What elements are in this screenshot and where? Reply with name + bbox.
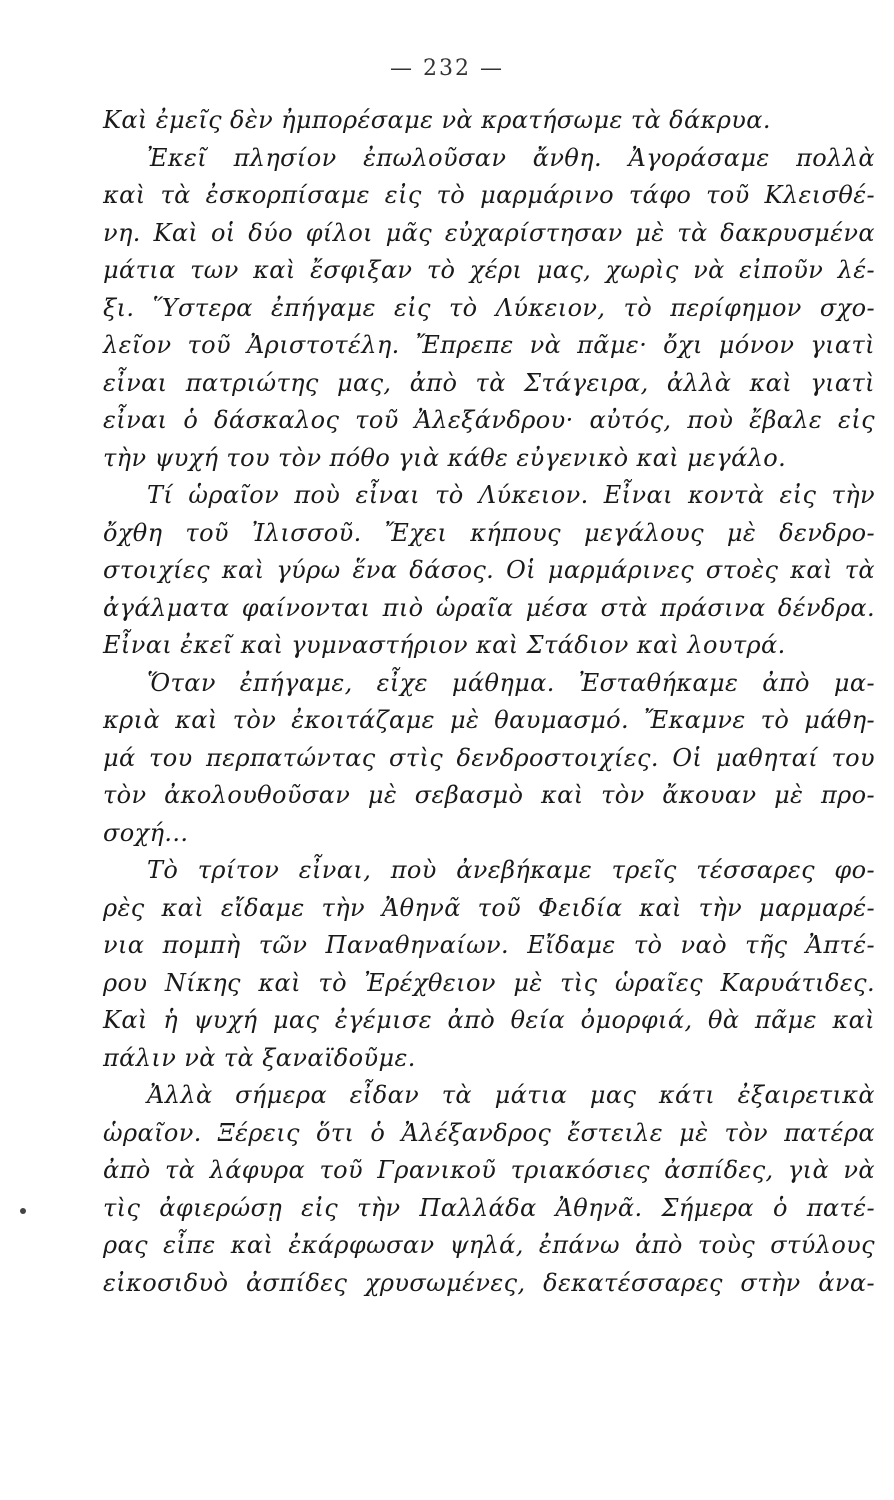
body-text: [103, 102, 875, 1302]
margin-mark: [20, 1208, 26, 1214]
text-line: πάλιν νὰ τὰ ξαναϊδοῦμε.: [103, 1043, 416, 1072]
text-line: Ὅταν ἐπήγαμε, εἶχε μάθημα. Ἐσταθήκαμε ἀπὸ μα-: [147, 668, 875, 697]
text-line: Καὶ ἡ ψυχή μας ἐγέμισε ἀπὸ θεία ὀμορφιά, θὰ πᾶμε καὶ: [103, 1006, 875, 1034]
text-line: ὄχθη τοῦ Ἰλισσοῦ. Ἔχει κήπους μεγάλους μὲ δενδρο-: [103, 518, 875, 547]
text-line: Εἶναι ἐκεῖ καὶ γυμναστήριον καὶ Στάδιον καὶ λουτρά.: [103, 631, 786, 659]
text-line: εἶναι ὁ δάσκαλος τοῦ Ἀλεξάνδρου· αὐτός, ποὺ ἔβαλε εἰς: [103, 406, 875, 434]
text-line: ὡραῖον. Ξέρεις ὅτι ὁ Ἀλέξανδρος ἔστειλε μὲ τὸν πατέρα: [103, 1118, 875, 1147]
page-number: — 232 —: [390, 56, 504, 81]
text-line: εἶναι πατριώτης μας, ἀπὸ τὰ Στάγειρα, ἀλλὰ καὶ γιατὶ: [103, 368, 875, 397]
text-line: καὶ τὰ ἐσκορπίσαμε εἰς τὸ μαρμάρινο τάφο τοῦ Κλεισθέ-: [103, 181, 875, 209]
text-line: λεῖον τοῦ Ἀριστοτέλη. Ἔπρεπε νὰ πᾶμε· ὄχι μόνον γιατὶ: [103, 331, 875, 359]
text-line: ξι. Ὕστερα ἐπήγαμε εἰς τὸ Λύκειον, τὸ περίφημον σχο-: [103, 293, 875, 322]
text-line: Καὶ ἐμεῖς δὲν ἠμπορέσαμε νὰ κρατήσωμε τὰ δάκρυα.: [103, 106, 771, 134]
text-line: κριὰ καὶ τὸν ἐκοιτάζαμε μὲ θαυμασμό. Ἔκαμνε τὸ μάθη-: [103, 706, 875, 734]
text-line: ἀπὸ τὰ λάφυρα τοῦ Γρανικοῦ τριακόσιες ἀσπίδες, γιὰ νὰ: [103, 1156, 875, 1184]
text-line: μά του περπατώντας στὶς δενδροστοιχίες. Οἱ μαθηταί του: [103, 743, 875, 772]
text-line: νη. Καὶ οἱ δύο φίλοι μᾶς εὐχαρίστησαν μὲ τὰ δακρυσμένα: [103, 218, 875, 247]
text-line: ρας εἶπε καὶ ἐκάρφωσαν ψηλά, ἐπάνω ἀπὸ τοὺς στύλους: [103, 1231, 875, 1259]
text-line: ρου Νίκης καὶ τὸ Ἐρέχθειον μὲ τὶς ὡραῖες Καρυάτιδες.: [103, 968, 875, 997]
text-line: στοιχίες καὶ γύρω ἕνα δάσος. Οἱ μαρμάρινες στοὲς καὶ τὰ: [103, 556, 875, 584]
text-line: τὴν ψυχή του τὸν πόθο γιὰ κάθε εὐγενικὸ καὶ μεγάλο.: [103, 443, 787, 472]
text-line: Ἀλλὰ σήμερα εἶδαν τὰ μάτια μας κάτι ἐξαιρετικὰ: [147, 1081, 875, 1109]
text-line: τὶς ἀφιερώσῃ εἰς τὴν Παλλάδα Ἀθηνᾶ. Σήμερα ὁ πατέ-: [103, 1193, 875, 1222]
text-line: ἀγάλματα φαίνονται πιὸ ὡραῖα μέσα στὰ πράσινα δένδρα.: [103, 593, 875, 622]
text-line: νια πομπὴ τῶν Παναθηναίων. Εἴδαμε τὸ ναὸ τῆς Ἀπτέ-: [103, 931, 875, 959]
text-line: σοχή...: [103, 818, 189, 847]
text-line: τὸν ἀκολουθοῦσαν μὲ σεβασμὸ καὶ τὸν ἄκουαν μὲ προ-: [103, 781, 875, 809]
text-line: μάτια των καὶ ἔσφιξαν τὸ χέρι μας, χωρὶς νὰ εἰποῦν λέ-: [103, 256, 875, 284]
text-line: εἰκοσιδυὸ ἀσπίδες χρυσωμένες, δεκατέσσαρες στὴν ἀνα-: [103, 1268, 875, 1297]
text-line: Ἐκεῖ πλησίον ἐπωλοῦσαν ἄνθη. Ἀγοράσαμε πολλὰ: [147, 143, 875, 172]
text-line: ρὲς καὶ εἴδαμε τὴν Ἀθηνᾶ τοῦ Φειδία καὶ τὴν μαρμαρέ-: [103, 893, 875, 922]
text-line: Τὸ τρίτον εἶναι, ποὺ ἀνεβήκαμε τρεῖς τέσσαρες φο-: [147, 856, 875, 884]
text-line: Τί ὡραῖον ποὺ εἶναι τὸ Λύκειον. Εἶναι κοντὰ εἰς τὴν: [147, 481, 875, 509]
